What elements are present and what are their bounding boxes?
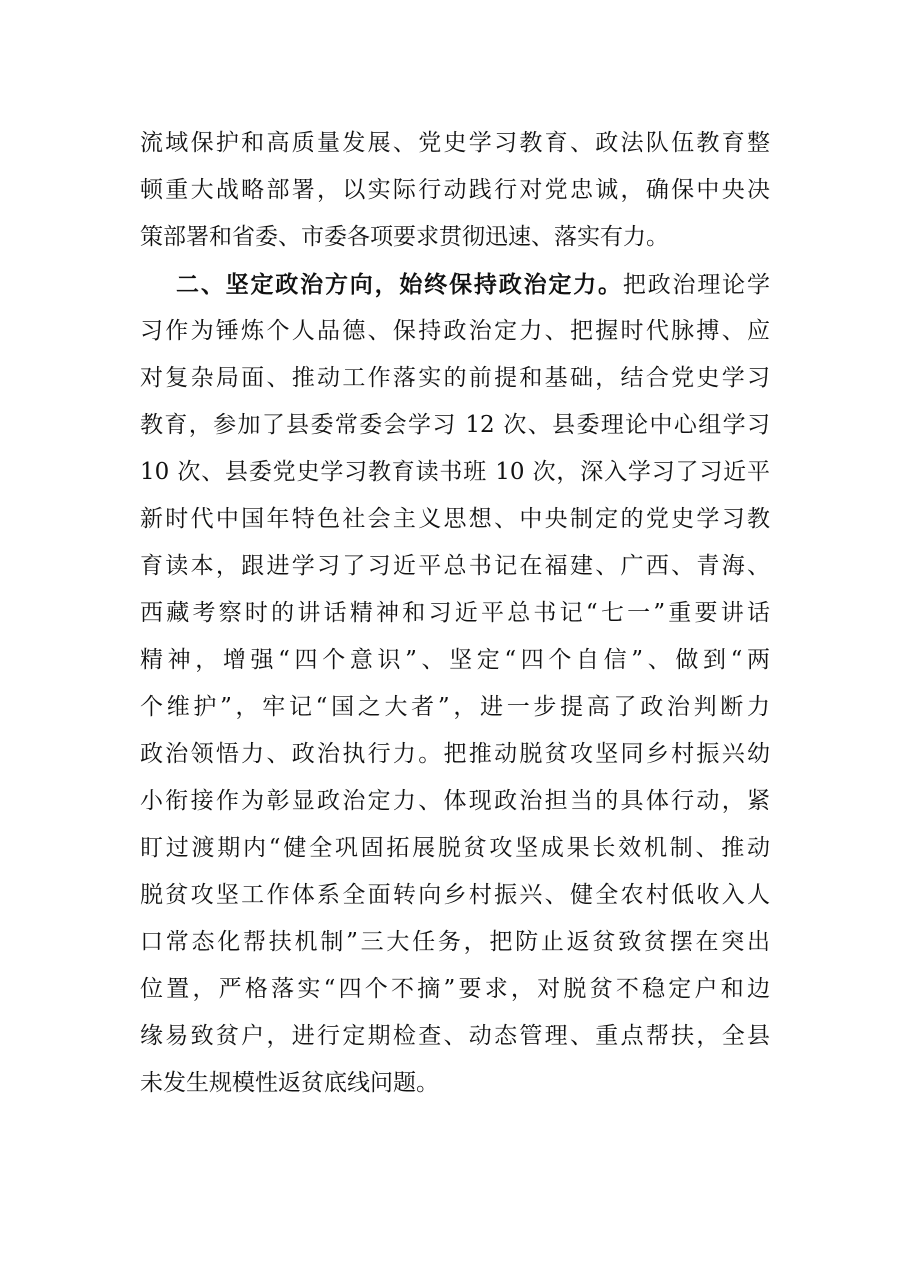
text-line: 缘易致贫户，进行定期检查、动态管理、重点帮扶，全县 bbox=[140, 1023, 770, 1049]
text-line: 10 次、县委党史学习教育读书班 10 次，深入学习了习近平 bbox=[140, 459, 770, 485]
text-line: 习作为锤炼个人品德、保持政治定力、把握时代脉搏、应 bbox=[140, 318, 770, 344]
text-line: 对复杂局面、推动工作落实的前提和基础，结合党史学习 bbox=[140, 365, 770, 391]
paragraph-2 bbox=[140, 261, 770, 1107]
heading-continuation: 把政治理论学 bbox=[622, 272, 770, 298]
paragraph-2-first-line bbox=[140, 261, 770, 308]
text-line: 政治领悟力、政治执行力。把推动脱贫攻坚同乡村振兴幼 bbox=[140, 741, 770, 767]
body-text bbox=[140, 120, 770, 1107]
text-line: 精神，增强“四个意识”、坚定“四个自信”、做到“两 bbox=[140, 647, 770, 673]
text-line: 小衔接作为彰显政治定力、体现政治担当的具体行动，紧 bbox=[140, 788, 770, 814]
text-line: 新时代中国年特色社会主义思想、中央制定的党史学习教 bbox=[140, 506, 770, 532]
text-line: 位置，严格落实“四个不摘”要求，对脱贫不稳定户和边 bbox=[140, 976, 770, 1002]
text-line: 口常态化帮扶机制”三大任务，把防止返贫致贫摆在突出 bbox=[140, 929, 770, 955]
paragraph-1 bbox=[140, 120, 770, 261]
text-line: 教育，参加了县委常委会学习 12 次、县委理论中心组学习 bbox=[140, 412, 770, 438]
text-line: 未发生规模性返贫底线问题。 bbox=[140, 1070, 439, 1096]
text-line: 顿重大战略部署，以实际行动践行对党忠诚，确保中央决 bbox=[140, 177, 770, 203]
section-heading: 二、坚定政治方向，始终保持政治定力。 bbox=[176, 271, 623, 298]
text-line: 盯过渡期内“健全巩固拓展脱贫攻坚成果长效机制、推动 bbox=[140, 835, 770, 861]
text-line: 流域保护和高质量发展、党史学习教育、政法队伍教育整 bbox=[140, 130, 770, 156]
text-line: 策部署和省委、市委各项要求贯彻迅速、落实有力。 bbox=[140, 224, 669, 250]
text-line: 个维护”，牢记“国之大者”，进一步提高了政治判断力 bbox=[140, 694, 770, 720]
text-line: 西藏考察时的讲话精神和习近平总书记“七一”重要讲话 bbox=[140, 600, 770, 626]
text-line: 育读本，跟进学习了习近平总书记在福建、广西、青海、 bbox=[140, 553, 770, 579]
text-line: 脱贫攻坚工作体系全面转向乡村振兴、健全农村低收入人 bbox=[140, 882, 770, 908]
